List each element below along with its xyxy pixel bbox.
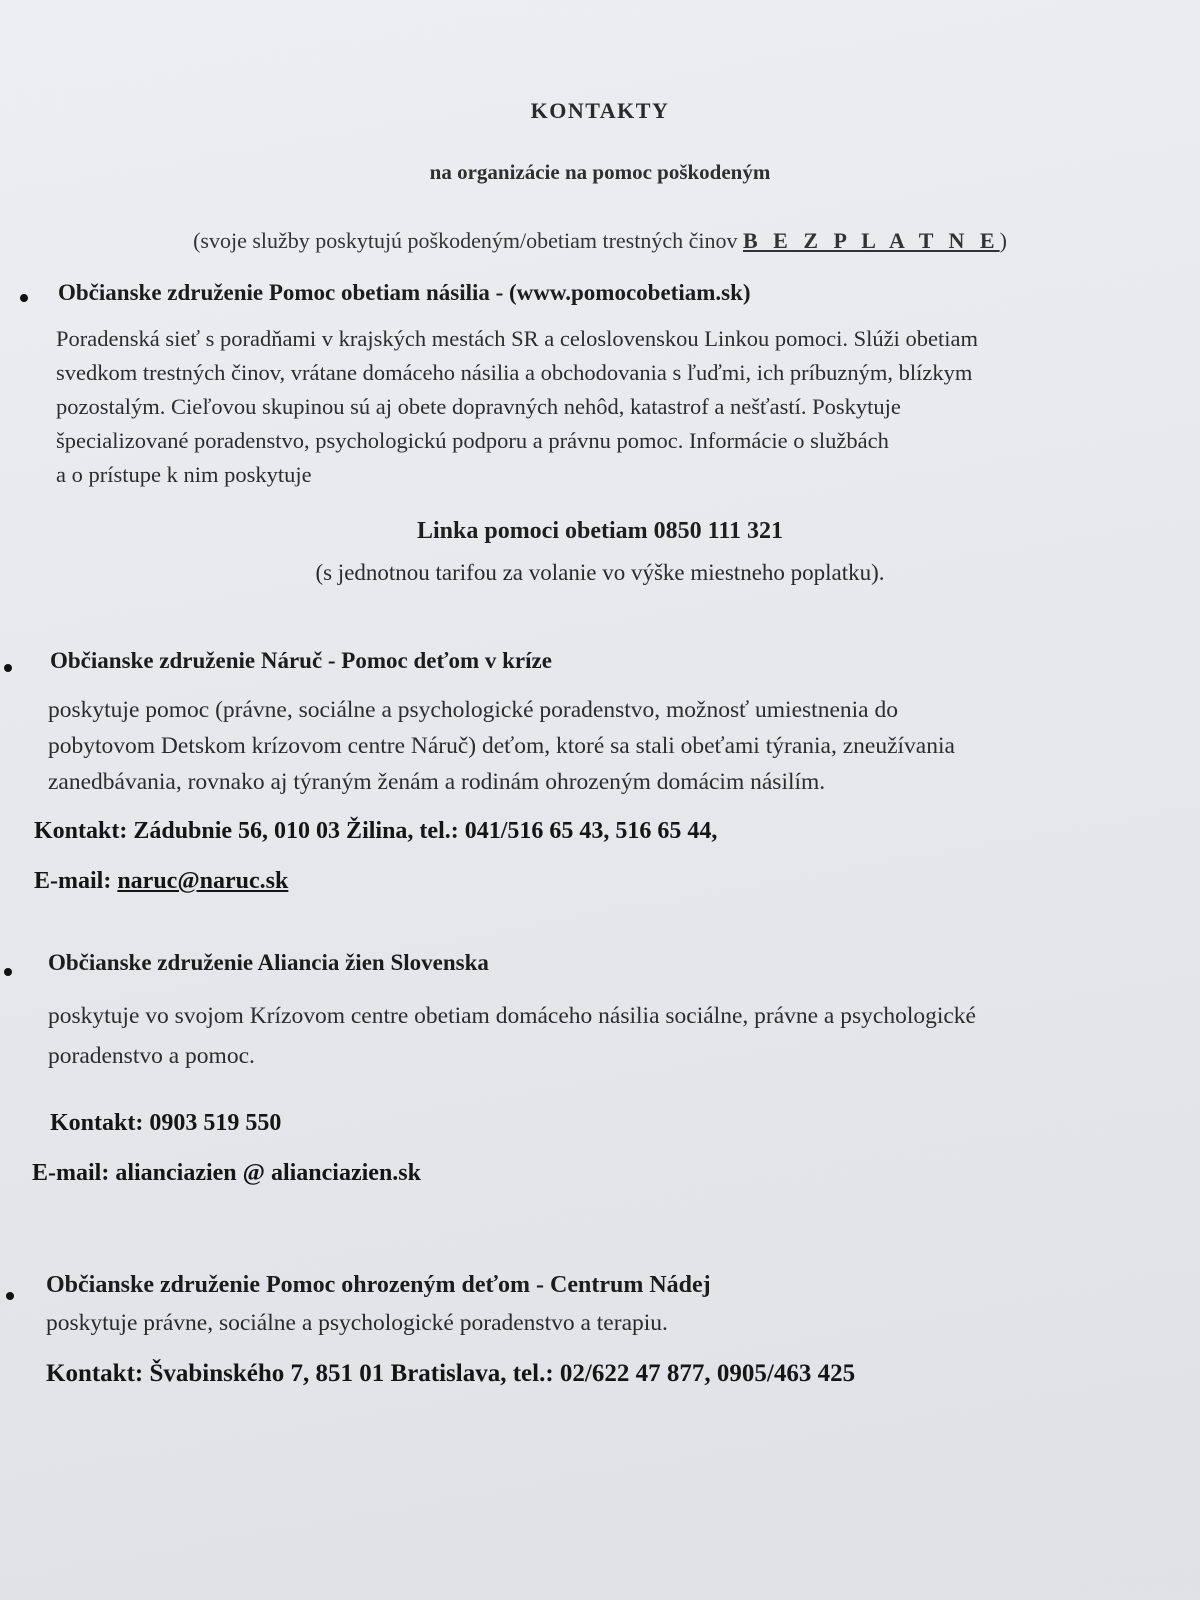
bullet-icon [4, 664, 12, 672]
org3-email: E-mail: alianciazien @ alianciazien.sk [32, 1160, 421, 1186]
hotline-tariff: (s jednotnou tarifou za volanie vo výške miestneho poplatku). [315, 560, 885, 585]
org1-line: svedkom trestných činov, vrátane domáceho násilia a obchodovania s ľuďmi, ich príbuzným, blízkym [56, 360, 973, 385]
org2-email-link[interactable]: naruc@naruc.sk [117, 868, 289, 894]
org2-line: zanedbávania, rovnako aj týraným ženám a rodinám ohrozeným domácim násilím. [48, 769, 826, 795]
org3-contact: Kontakt: 0903 519 550 [50, 1110, 282, 1136]
org1-line: Poradenská sieť s poradňami v krajských mestách SR a celoslovenskou Linkou pomoci. Slúži obetiam [56, 326, 978, 351]
org1-heading: Občianske združenie Pomoc obetiam násilia - (www.pomocobetiam.sk) [58, 280, 751, 305]
org2-email-row [34, 868, 288, 895]
note-suffix: ) [999, 228, 1007, 253]
org2-heading: Občianske združenie Náruč - Pomoc deťom v kríze [50, 648, 552, 673]
note-prefix: (svoje služby poskytujú poškodeným/obetiam trestných činov [193, 228, 738, 253]
org1-line: a o prístupe k nim poskytuje [56, 462, 312, 487]
note-emphasis: B E Z P L A T N E [743, 228, 1000, 253]
bullet-icon [6, 1292, 14, 1300]
org1-description [56, 322, 1200, 492]
document-subtitle: na organizácie na pomoc poškodeným [429, 160, 771, 184]
org1-line: pozostalým. Cieľovou skupinou sú aj obete dopravných nehôd, katastrof a nešťastí. Poskytuje [56, 394, 901, 419]
bullet-icon [20, 294, 28, 302]
org1-line: špecializované poradenstvo, psychologickú podporu a právnu pomoc. Informácie o službách [56, 428, 889, 453]
org3-description [48, 996, 1200, 1076]
free-services-note [0, 228, 1200, 254]
org2-line: pobytovom Detskom krízovom centre Náruč) deťom, ktoré sa stali obeťami týrania, zneužívania [48, 733, 955, 759]
org3-line: poskytuje vo svojom Krízovom centre obetiam domáceho násilia sociálne, právne a psychologické [48, 1003, 976, 1029]
org4-description: poskytuje právne, sociálne a psychologické poradenstvo a terapiu. [46, 1310, 668, 1336]
org3-line: poradenstvo a pomoc. [48, 1043, 255, 1069]
hotline: Linka pomoci obetiam 0850 111 321 [416, 518, 784, 544]
org2-email-label: E-mail: [34, 868, 112, 894]
org4-contact: Kontakt: Švabinského 7, 851 01 Bratislava, tel.: 02/622 47 877, 0905/463 425 [46, 1360, 856, 1387]
bullet-icon [4, 968, 12, 976]
org4-heading: Občianske združenie Pomoc ohrozeným deťom - Centrum Nádej [46, 1272, 711, 1298]
org2-line: poskytuje pomoc (právne, sociálne a psychologické poradenstvo, možnosť umiestnenia do [48, 697, 898, 723]
org2-contact: Kontakt: Zádubnie 56, 010 03 Žilina, tel.: 041/516 65 43, 516 65 44, [34, 818, 718, 844]
document-title: KONTAKTY [530, 98, 670, 123]
org2-description [48, 692, 1200, 800]
org3-heading: Občianske združenie Aliancia žien Slovenska [48, 950, 489, 975]
